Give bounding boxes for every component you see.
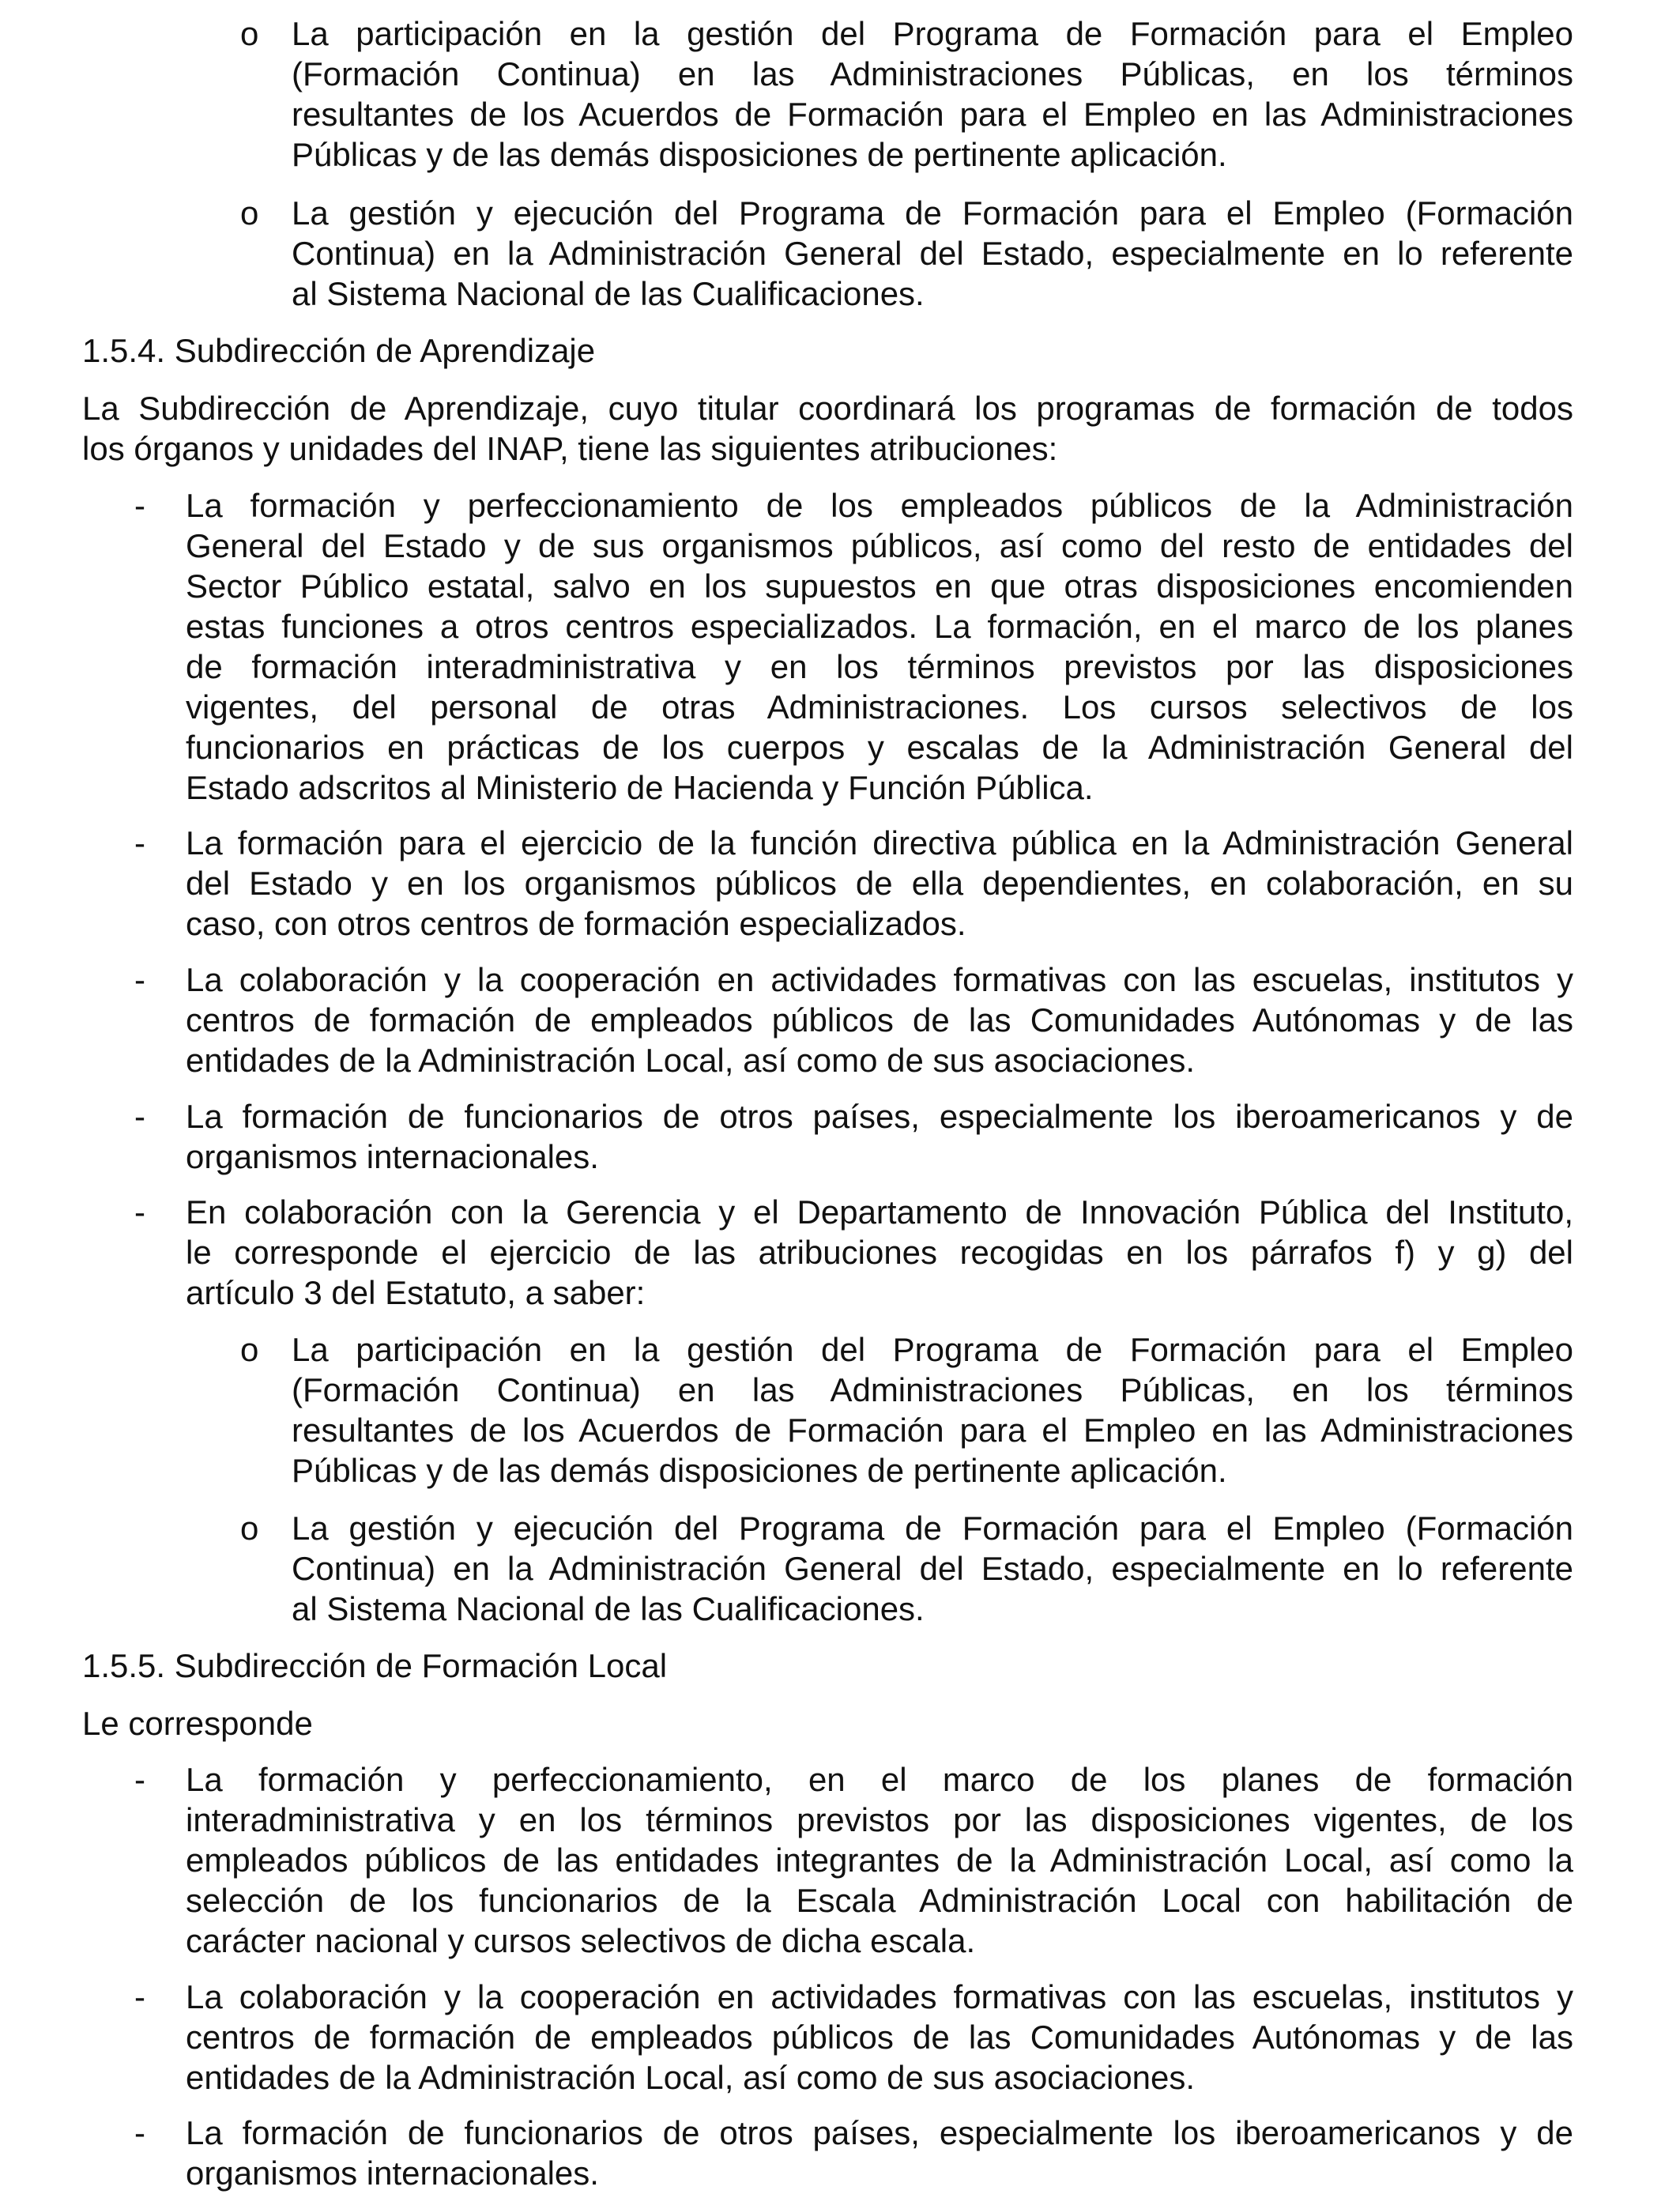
- text-line: los órganos y unidades del INAP, tiene las siguientes atribuciones:: [82, 430, 1058, 467]
- dash-bullet-icon: -: [134, 2114, 145, 2151]
- text-line: resultantes de los Acuerdos de Formación para el Empleo en las Administraciones: [292, 1412, 1573, 1449]
- text-line: La formación para el ejercicio de la función directiva pública en la Administración General: [186, 824, 1573, 861]
- text-line: organismos internacionales.: [186, 1138, 599, 1175]
- dash-bullet-icon: -: [134, 824, 145, 861]
- text-line: La colaboración y la cooperación en actividades formativas con las escuelas, institutos y: [186, 961, 1573, 998]
- text-line: La formación de funcionarios de otros países, especialmente los iberoamericanos y de: [186, 2114, 1573, 2151]
- text-line: caso, con otros centros de formación especializados.: [186, 905, 966, 942]
- text-line: Continua) en la Administración General del Estado, especialmente en lo referente: [292, 1550, 1573, 1587]
- section-heading: 1.5.5. Subdirección de Formación Local: [82, 1647, 668, 1684]
- text-line: La gestión y ejecución del Programa de Formación para el Empleo (Formación: [292, 194, 1573, 232]
- text-line: (Formación Continua) en las Administraciones Públicas, en los términos: [292, 55, 1573, 92]
- dash-bullet-icon: -: [134, 961, 145, 998]
- text-line: La gestión y ejecución del Programa de Formación para el Empleo (Formación: [292, 1510, 1573, 1547]
- text-line: selección de los funcionarios de la Escala Administración Local con habilitación de: [186, 1882, 1573, 1919]
- circle-bullet-icon: o: [240, 194, 259, 232]
- section-heading: 1.5.4. Subdirección de Aprendizaje: [82, 332, 596, 369]
- text-line: General del Estado y de sus organismos públicos, así como del resto de entidades del: [186, 527, 1573, 564]
- text-line: interadministrativa y en los términos previstos por las disposiciones vigentes, de los: [186, 1801, 1573, 1838]
- text-line: Le corresponde: [82, 1705, 313, 1742]
- text-line: Continua) en la Administración General del Estado, especialmente en lo referente: [292, 235, 1573, 272]
- text-line: carácter nacional y cursos selectivos de dicha escala.: [186, 1922, 976, 1959]
- text-line: Sector Público estatal, salvo en los supuestos en que otras disposiciones encomienden: [186, 567, 1573, 605]
- text-line: entidades de la Administración Local, así como de sus asociaciones.: [186, 1042, 1196, 1079]
- text-line: al Sistema Nacional de las Cualificaciones.: [292, 1590, 925, 1627]
- circle-bullet-icon: o: [240, 1331, 259, 1368]
- text-line: En colaboración con la Gerencia y el Departamento de Innovación Pública del Instituto,: [186, 1193, 1573, 1231]
- text-line: Públicas y de las demás disposiciones de pertinente aplicación.: [292, 1452, 1227, 1489]
- text-line: La formación y perfeccionamiento de los empleados públicos de la Administración: [186, 487, 1573, 524]
- text-line: de formación interadministrativa y en los términos previstos por las disposiciones: [186, 648, 1573, 685]
- text-line: vigentes, del personal de otras Administraciones. Los cursos selectivos de los: [186, 688, 1573, 726]
- dash-bullet-icon: -: [134, 1098, 145, 1135]
- dash-bullet-icon: -: [134, 1193, 145, 1231]
- circle-bullet-icon: o: [240, 15, 259, 52]
- text-line: (Formación Continua) en las Administraciones Públicas, en los términos: [292, 1371, 1573, 1408]
- text-line: La Subdirección de Aprendizaje, cuyo titular coordinará los programas de formación de todos: [82, 390, 1573, 427]
- text-line: resultantes de los Acuerdos de Formación para el Empleo en las Administraciones: [292, 96, 1573, 133]
- dash-bullet-icon: -: [134, 1978, 145, 2015]
- text-line: centros de formación de empleados públicos de las Comunidades Autónomas y de las: [186, 1001, 1573, 1039]
- text-line: estas funciones a otros centros especializados. La formación, en el marco de los planes: [186, 608, 1573, 645]
- text-line: al Sistema Nacional de las Cualificaciones.: [292, 275, 925, 312]
- circle-bullet-icon: o: [240, 1510, 259, 1547]
- text-line: La participación en la gestión del Programa de Formación para el Empleo: [292, 15, 1573, 52]
- text-line: centros de formación de empleados públicos de las Comunidades Autónomas y de las: [186, 2019, 1573, 2056]
- text-line: La participación en la gestión del Programa de Formación para el Empleo: [292, 1331, 1573, 1368]
- dash-bullet-icon: -: [134, 1761, 145, 1798]
- text-line: funcionarios en prácticas de los cuerpos y escalas de la Administración General del: [186, 729, 1573, 766]
- dash-bullet-icon: -: [134, 487, 145, 524]
- text-line: del Estado y en los organismos públicos de ella dependientes, en colaboración, en su: [186, 865, 1573, 902]
- text-line: le corresponde el ejercicio de las atribuciones recogidas en los párrafos f) y g) del: [186, 1234, 1573, 1271]
- text-line: Públicas y de las demás disposiciones de pertinente aplicación.: [292, 136, 1227, 173]
- text-line: La colaboración y la cooperación en actividades formativas con las escuelas, institutos y: [186, 1978, 1573, 2015]
- text-line: La formación y perfeccionamiento, en el marco de los planes de formación: [186, 1761, 1573, 1798]
- text-line: La formación de funcionarios de otros países, especialmente los iberoamericanos y de: [186, 1098, 1573, 1135]
- text-line: organismos internacionales.: [186, 2154, 599, 2192]
- text-line: artículo 3 del Estatuto, a saber:: [186, 1274, 646, 1311]
- text-line: Estado adscritos al Ministerio de Hacienda y Función Pública.: [186, 769, 1094, 806]
- text-line: entidades de la Administración Local, así como de sus asociaciones.: [186, 2059, 1196, 2096]
- text-line: empleados públicos de las entidades integrantes de la Administración Local, así como la: [186, 1842, 1573, 1879]
